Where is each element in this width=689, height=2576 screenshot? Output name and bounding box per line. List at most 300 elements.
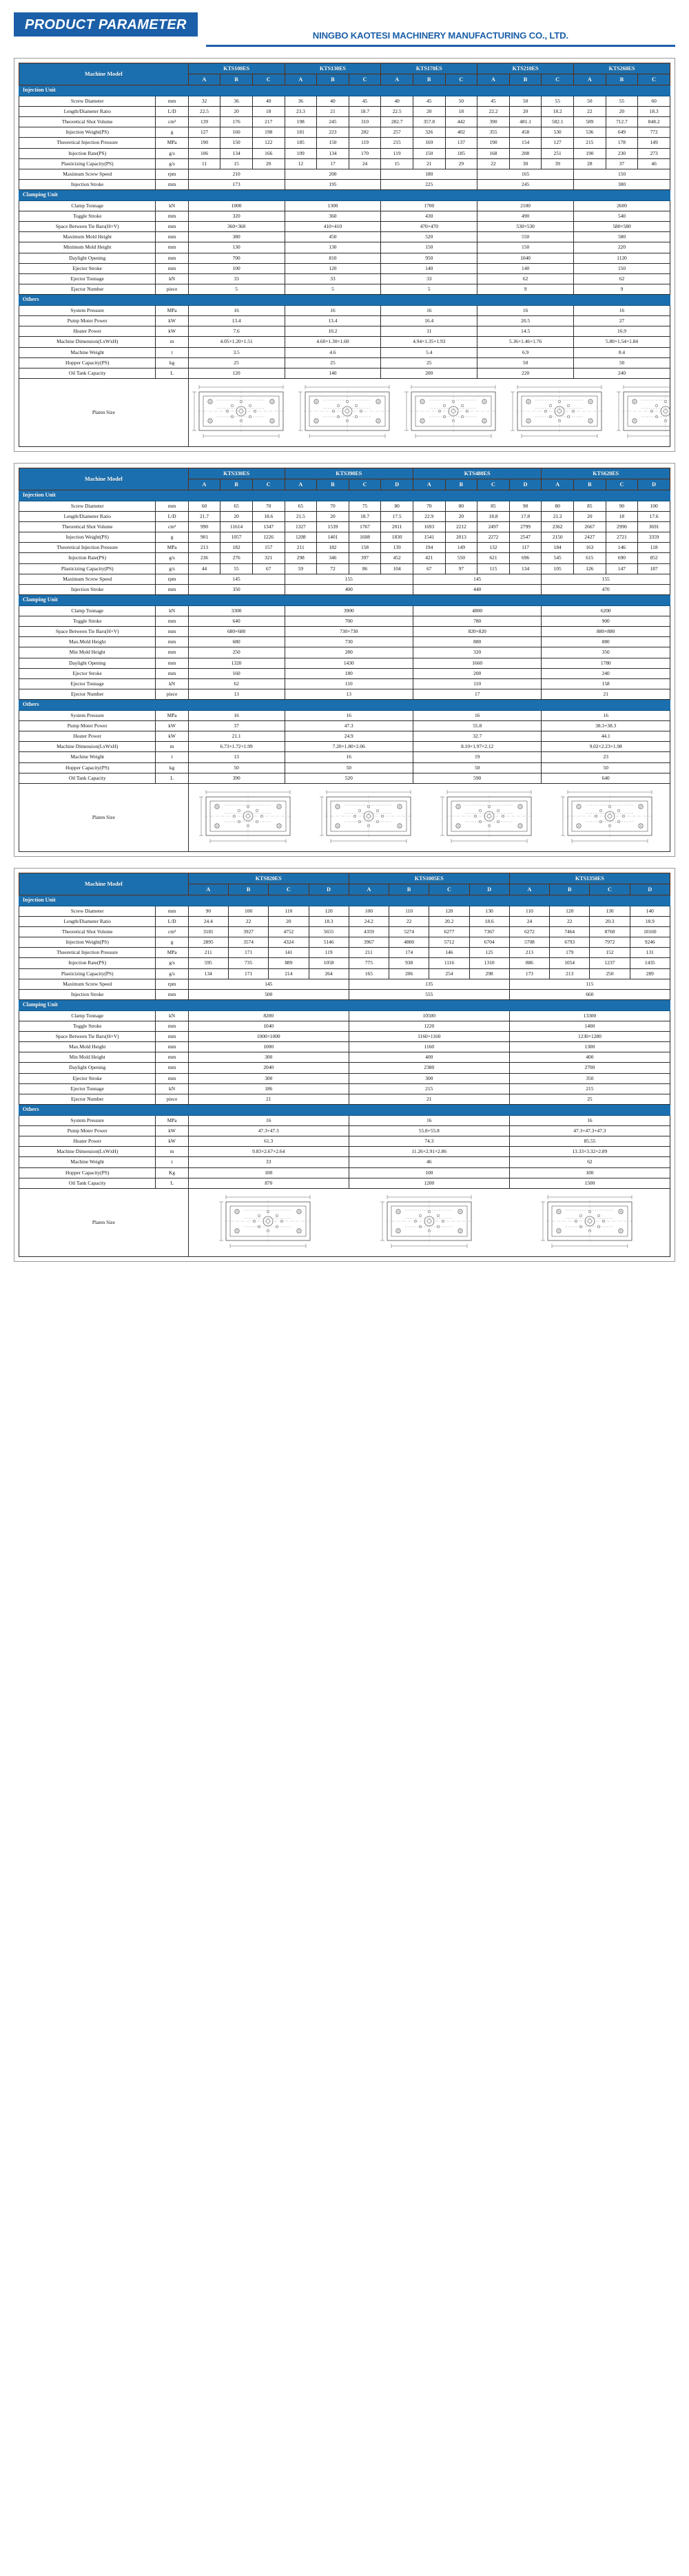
row-param-label: Ejector Tonnage bbox=[19, 273, 156, 284]
row-value: 2895 bbox=[188, 937, 228, 948]
row-value: 213 bbox=[188, 543, 220, 553]
platen-size-row bbox=[19, 1188, 670, 1256]
row-value: 2667 bbox=[574, 522, 606, 532]
platen-drawing bbox=[535, 1191, 645, 1254]
row-value-merged: 5 bbox=[381, 284, 477, 295]
row-param-label: Pump Moter Power bbox=[19, 316, 156, 326]
row-value: 621 bbox=[477, 553, 510, 563]
platen-size-label: Platen Size bbox=[19, 1188, 189, 1256]
row-value: 181 bbox=[285, 127, 317, 138]
row-value: 1693 bbox=[413, 522, 445, 532]
row-value-merged: 660 bbox=[509, 989, 670, 999]
row-value: 6793 bbox=[550, 937, 590, 948]
row-unit: L bbox=[156, 368, 188, 378]
row-value: 21.5 bbox=[285, 511, 317, 521]
table-row bbox=[19, 211, 670, 222]
table-row bbox=[19, 627, 670, 637]
variant-header-KTS170ES-A: A bbox=[381, 74, 413, 85]
row-value: 157 bbox=[252, 543, 285, 553]
row-value: 18 bbox=[606, 511, 638, 521]
row-value-merged: 220 bbox=[574, 242, 670, 253]
row-value: 110 bbox=[389, 906, 429, 916]
row-unit: Kg bbox=[156, 1167, 188, 1178]
variant-header-KTS100ES-A: A bbox=[188, 74, 220, 85]
model-header-KTS480ES: KTS480ES bbox=[413, 468, 541, 479]
table-row bbox=[19, 668, 670, 678]
row-value: 1208 bbox=[285, 532, 317, 543]
row-value: 2272 bbox=[477, 532, 510, 543]
row-value: 5274 bbox=[389, 926, 429, 937]
table-row bbox=[19, 605, 670, 616]
row-value: 211 bbox=[188, 948, 228, 958]
row-unit: kN bbox=[156, 678, 188, 689]
row-value-merged: 8200 bbox=[188, 1010, 349, 1021]
table-row bbox=[19, 117, 670, 127]
row-value: 2013 bbox=[445, 532, 477, 543]
row-value-merged: 400 bbox=[349, 1052, 509, 1063]
row-value-merged: 300 bbox=[188, 1052, 349, 1063]
row-value-merged: 10500 bbox=[349, 1010, 509, 1021]
row-value-merged: 173 bbox=[188, 179, 285, 189]
row-value: 45 bbox=[349, 96, 381, 106]
machine-model-header: Machine Model bbox=[19, 468, 189, 490]
row-value: 130 bbox=[590, 906, 630, 916]
row-value-merged: 1160 bbox=[349, 1042, 509, 1052]
table-row bbox=[19, 1063, 670, 1073]
row-value: 40 bbox=[317, 96, 349, 106]
row-unit: mm bbox=[156, 96, 188, 106]
row-value: 171 bbox=[228, 948, 268, 958]
row-value: 5146 bbox=[309, 937, 349, 948]
row-value: 147 bbox=[606, 563, 638, 574]
row-value: 458 bbox=[509, 127, 542, 138]
model-header-KTS260ES: KTS260ES bbox=[574, 63, 670, 74]
row-value-merged: 4.60×1.30×1.60 bbox=[285, 337, 381, 347]
row-value-merged: 350 bbox=[542, 647, 670, 658]
row-value: 97 bbox=[445, 563, 477, 574]
row-value: 30 bbox=[509, 158, 542, 169]
row-value: 18.7 bbox=[349, 511, 381, 521]
row-value-merged: 100 bbox=[349, 1167, 509, 1178]
row-unit: g/s bbox=[156, 158, 188, 169]
table-header-models bbox=[19, 63, 670, 74]
model-header-KTS210ES: KTS210ES bbox=[477, 63, 574, 74]
row-unit: mm bbox=[156, 616, 188, 626]
row-unit: g bbox=[156, 937, 188, 948]
row-value: 18.8 bbox=[477, 511, 510, 521]
row-value-merged: 520 bbox=[381, 232, 477, 242]
row-value: 2011 bbox=[381, 522, 413, 532]
section-label: Injection Unit bbox=[19, 490, 670, 501]
row-value-merged: 245 bbox=[477, 179, 574, 189]
row-value-merged: 25 bbox=[188, 357, 285, 368]
row-value: 198 bbox=[252, 127, 285, 138]
row-value: 20 bbox=[317, 511, 349, 521]
row-value-merged: 13.4 bbox=[285, 316, 381, 326]
row-value-merged: 350 bbox=[509, 1073, 670, 1083]
row-value-merged: 5 bbox=[285, 284, 381, 295]
row-value: 126 bbox=[574, 563, 606, 574]
row-value: 55 bbox=[606, 96, 638, 106]
row-value: 24.2 bbox=[349, 916, 389, 926]
row-value-merged: 47.3+47.3 bbox=[188, 1125, 349, 1136]
row-param-label: Toggle Stroke bbox=[19, 616, 156, 626]
row-value: 595 bbox=[188, 958, 228, 968]
variant-header-KTS130ES-A: A bbox=[285, 74, 317, 85]
row-value-merged: 380 bbox=[188, 232, 285, 242]
variant-header-KTS390ES-A: A bbox=[285, 479, 317, 490]
row-unit: kW bbox=[156, 721, 188, 731]
row-value: 168 bbox=[477, 148, 510, 158]
row-value: 32 bbox=[188, 96, 220, 106]
row-value-merged: 17 bbox=[413, 689, 541, 699]
row-param-label: Minimum Mold Height bbox=[19, 242, 156, 253]
row-param-label: Theoretical Injection Pressure bbox=[19, 138, 156, 148]
row-value: 75 bbox=[349, 501, 381, 511]
row-value-merged: 1200 bbox=[349, 1178, 509, 1188]
row-value: 146 bbox=[606, 543, 638, 553]
section-label: Others bbox=[19, 1105, 670, 1116]
row-unit: mm bbox=[156, 501, 188, 511]
row-value: 1058 bbox=[309, 958, 349, 968]
table-3 bbox=[19, 873, 670, 1257]
variant-header-KTS820ES-C: C bbox=[269, 884, 309, 895]
row-value: 213 bbox=[509, 948, 549, 958]
row-value: 65 bbox=[285, 501, 317, 511]
row-unit: cm³ bbox=[156, 117, 188, 127]
platen-drawing bbox=[213, 1191, 323, 1254]
row-param-label: Ejector Stroke bbox=[19, 263, 156, 273]
row-value: 421 bbox=[413, 553, 445, 563]
row-value-merged: 240 bbox=[542, 668, 670, 678]
row-value: 198 bbox=[285, 117, 317, 127]
table-row bbox=[19, 553, 670, 563]
row-value: 712.7 bbox=[606, 117, 638, 127]
row-value: 67 bbox=[413, 563, 445, 574]
variant-header-KTS1350ES-C: C bbox=[590, 884, 630, 895]
row-value-merged: 400 bbox=[285, 584, 413, 594]
row-value-merged: 320 bbox=[188, 211, 285, 222]
row-value: 40 bbox=[381, 96, 413, 106]
row-value-merged: 24.9 bbox=[285, 731, 413, 742]
row-value: 402 bbox=[445, 127, 477, 138]
table-row bbox=[19, 127, 670, 138]
table-header-models bbox=[19, 873, 670, 884]
row-value: 17.5 bbox=[381, 511, 413, 521]
row-param-label: Heater Power bbox=[19, 326, 156, 337]
row-value-merged: 300 bbox=[349, 1073, 509, 1083]
row-value-merged: 880 bbox=[542, 637, 670, 647]
row-value-merged: 700 bbox=[285, 616, 413, 626]
model-header-KTS820ES: KTS820ES bbox=[188, 873, 349, 884]
row-param-label: Theoretical Shot Volume bbox=[19, 522, 156, 532]
row-param-label: Ejector Number bbox=[19, 284, 156, 295]
table-row bbox=[19, 1083, 670, 1094]
row-value-merged: 780 bbox=[413, 616, 541, 626]
row-value-merged: 430 bbox=[381, 211, 477, 222]
row-value: 37 bbox=[606, 158, 638, 169]
table-row bbox=[19, 1032, 670, 1042]
row-value: 24 bbox=[349, 158, 381, 169]
row-unit: MPa bbox=[156, 948, 188, 958]
row-unit: MPa bbox=[156, 710, 188, 720]
row-value-merged: 555 bbox=[349, 989, 509, 999]
row-param-label: Plasticizing Capacity(PS) bbox=[19, 158, 156, 169]
row-value: 772 bbox=[638, 127, 670, 138]
row-value-merged: 900 bbox=[542, 616, 670, 626]
row-value: 134 bbox=[188, 968, 228, 979]
row-value: 3359 bbox=[638, 532, 670, 543]
row-value-merged: 14.5 bbox=[477, 326, 574, 337]
row-value: 2362 bbox=[542, 522, 574, 532]
row-unit: kN bbox=[156, 1010, 188, 1021]
table-row bbox=[19, 906, 670, 916]
row-value: 149 bbox=[445, 543, 477, 553]
row-param-label: Length/Diameter Ratio bbox=[19, 916, 156, 926]
row-value: 901 bbox=[188, 532, 220, 543]
row-value-merged: 50 bbox=[188, 762, 285, 773]
row-value: 134 bbox=[317, 148, 349, 158]
platen-drawing bbox=[614, 381, 670, 444]
row-param-label: Injection Weight(PS) bbox=[19, 532, 156, 543]
row-value: 6272 bbox=[509, 926, 549, 937]
platen-drawing bbox=[508, 381, 611, 444]
row-value-merged: 2040 bbox=[188, 1063, 349, 1073]
row-value: 8760 bbox=[590, 926, 630, 937]
table-row bbox=[19, 368, 670, 378]
row-value-merged: 6200 bbox=[542, 605, 670, 616]
table-row bbox=[19, 1147, 670, 1157]
row-param-label: System Pressure bbox=[19, 1115, 156, 1125]
row-value: 397 bbox=[349, 553, 381, 563]
row-value: 120 bbox=[550, 906, 590, 916]
row-unit: kW bbox=[156, 326, 188, 337]
row-value: 179 bbox=[550, 948, 590, 958]
row-value-merged: 250 bbox=[188, 647, 285, 658]
row-value-merged: 1400 bbox=[509, 1021, 670, 1031]
row-value: 1608 bbox=[349, 532, 381, 543]
row-value-merged: 13300 bbox=[509, 1010, 670, 1021]
row-value: 282.7 bbox=[381, 117, 413, 127]
section-header-injection-unit bbox=[19, 490, 670, 501]
row-value-merged: 19 bbox=[413, 752, 541, 762]
row-param-label: Max.Mold Height bbox=[19, 1042, 156, 1052]
row-param-label: Plasticizing Capacity(PS) bbox=[19, 563, 156, 574]
row-value: 298 bbox=[469, 968, 509, 979]
row-unit: cm³ bbox=[156, 522, 188, 532]
row-value-merged: 195 bbox=[285, 179, 381, 189]
row-value: 5708 bbox=[509, 937, 549, 948]
row-value: 18.7 bbox=[349, 106, 381, 116]
row-value: 22 bbox=[228, 916, 268, 926]
row-value-merged: 120 bbox=[188, 368, 285, 378]
row-value: 150 bbox=[413, 148, 445, 158]
row-value-merged: 200 bbox=[285, 169, 381, 179]
row-value-merged: 200 bbox=[413, 668, 541, 678]
row-param-label: Screw Diameter bbox=[19, 501, 156, 511]
row-value-merged: 4.05×1.20×1.51 bbox=[188, 337, 285, 347]
row-value-merged: 200 bbox=[381, 368, 477, 378]
table-row bbox=[19, 305, 670, 315]
row-value-merged: 240 bbox=[574, 368, 670, 378]
table-row bbox=[19, 148, 670, 158]
platen-drawings-cell bbox=[188, 783, 670, 851]
row-param-label: Hopper Capacity(PS) bbox=[19, 762, 156, 773]
row-value-merged: 700 bbox=[188, 253, 285, 263]
row-value: 390 bbox=[477, 117, 510, 127]
row-value-merged: 50 bbox=[477, 357, 574, 368]
row-value: 185 bbox=[285, 138, 317, 148]
table-row bbox=[19, 689, 670, 699]
variant-header-KTS260ES-B: B bbox=[606, 74, 638, 85]
row-value-merged: 16 bbox=[285, 752, 413, 762]
row-value-merged: 590 bbox=[413, 773, 541, 783]
row-value-merged: 6.73×1.72×1.99 bbox=[188, 742, 285, 752]
row-value-merged: 16 bbox=[574, 305, 670, 315]
row-param-label: Injection Weight(PS) bbox=[19, 937, 156, 948]
row-value: 22.5 bbox=[188, 106, 220, 116]
row-value-merged: 140 bbox=[381, 263, 477, 273]
model-header-KTS620ES: KTS620ES bbox=[542, 468, 670, 479]
row-value: 55 bbox=[220, 563, 253, 574]
row-value-merged: 210 bbox=[188, 169, 285, 179]
row-unit: kN bbox=[156, 605, 188, 616]
row-value: 1401 bbox=[317, 532, 349, 543]
row-unit: g bbox=[156, 532, 188, 543]
row-value: 536 bbox=[574, 127, 606, 138]
row-value: 4359 bbox=[349, 926, 389, 937]
row-unit: kg bbox=[156, 357, 188, 368]
row-value-merged: 9 bbox=[574, 284, 670, 295]
row-value: 848.2 bbox=[638, 117, 670, 127]
table-row bbox=[19, 316, 670, 326]
row-value-merged: 55.8 bbox=[413, 721, 541, 731]
platen-drawing bbox=[374, 1191, 484, 1254]
table-row bbox=[19, 616, 670, 626]
row-param-label: Clamp Tonnage bbox=[19, 605, 156, 616]
row-value-merged: 21.1 bbox=[188, 731, 285, 742]
variant-header-KTS390ES-B: B bbox=[317, 479, 349, 490]
row-value: 264 bbox=[309, 968, 349, 979]
row-value: 117 bbox=[509, 543, 542, 553]
row-unit: mm bbox=[156, 232, 188, 242]
table-row bbox=[19, 1157, 670, 1167]
table-row bbox=[19, 752, 670, 762]
table-row bbox=[19, 762, 670, 773]
row-value-merged: 150 bbox=[574, 169, 670, 179]
row-value-merged: 730×730 bbox=[285, 627, 413, 637]
row-value: 12 bbox=[285, 158, 317, 169]
row-param-label: Machine Weight bbox=[19, 347, 156, 357]
row-value-merged: 540 bbox=[574, 211, 670, 222]
row-param-label: Injection Stroke bbox=[19, 989, 156, 999]
table-row bbox=[19, 979, 670, 989]
row-unit: kW bbox=[156, 1136, 188, 1147]
row-param-label: Ejector Tonnage bbox=[19, 1083, 156, 1094]
row-value-merged: 820×820 bbox=[413, 627, 541, 637]
row-value-merged: 20.5 bbox=[477, 316, 574, 326]
variant-header-KTS480ES-C: C bbox=[477, 479, 510, 490]
row-param-label: Hopper Capacity(PS) bbox=[19, 1167, 156, 1178]
row-value: 211 bbox=[285, 543, 317, 553]
row-param-label: Min Mold Height bbox=[19, 647, 156, 658]
row-value-merged: 680×680 bbox=[188, 627, 285, 637]
table-row bbox=[19, 1136, 670, 1147]
row-value: 65 bbox=[220, 501, 253, 511]
table-row bbox=[19, 347, 670, 357]
row-param-label: Injection Stroke bbox=[19, 179, 156, 189]
row-value-merged: 520 bbox=[285, 773, 413, 783]
row-value-merged: 1000×1000 bbox=[188, 1032, 349, 1042]
row-value: 169 bbox=[413, 138, 445, 148]
row-param-label: Injection Rate(PS) bbox=[19, 958, 156, 968]
row-value-merged: 44.1 bbox=[542, 731, 670, 742]
row-unit: mm bbox=[156, 253, 188, 263]
row-param-label: Min Mold Height bbox=[19, 1052, 156, 1063]
row-value-merged: 150 bbox=[477, 242, 574, 253]
row-value-merged: 470 bbox=[542, 584, 670, 594]
row-value-merged: 1040 bbox=[188, 1021, 349, 1031]
row-value: 134 bbox=[509, 563, 542, 574]
row-value-merged: 730 bbox=[285, 637, 413, 647]
row-unit: mm bbox=[156, 647, 188, 658]
row-value: 170 bbox=[349, 148, 381, 158]
row-value: 85 bbox=[574, 501, 606, 511]
row-value: 139 bbox=[381, 543, 413, 553]
row-value: 20.2 bbox=[429, 916, 469, 926]
row-param-label: Maximum Screw Speed bbox=[19, 574, 156, 584]
table-row bbox=[19, 637, 670, 647]
table-row bbox=[19, 337, 670, 347]
row-value: 59 bbox=[285, 563, 317, 574]
row-value: 215 bbox=[574, 138, 606, 148]
row-value: 251 bbox=[542, 148, 574, 158]
row-value-merged: 33 bbox=[285, 273, 381, 284]
section-label: Injection Unit bbox=[19, 895, 670, 906]
model-header-KTS100ES: KTS100ES bbox=[188, 63, 285, 74]
row-value: 1237 bbox=[590, 958, 630, 968]
row-value-merged: 16 bbox=[349, 1115, 509, 1125]
row-value-merged: 810 bbox=[285, 253, 381, 263]
spec-table-block bbox=[14, 463, 675, 857]
row-value: 190 bbox=[574, 148, 606, 158]
variant-header-KTS620ES-B: B bbox=[574, 479, 606, 490]
spec-table-block bbox=[14, 868, 675, 1262]
row-param-label: Screw Diameter bbox=[19, 906, 156, 916]
spec-table-block bbox=[14, 58, 675, 452]
row-value: 357.8 bbox=[413, 117, 445, 127]
row-value: 2721 bbox=[606, 532, 638, 543]
row-value-merged: 140 bbox=[285, 368, 381, 378]
section-header-others bbox=[19, 700, 670, 711]
row-value-merged: 640 bbox=[188, 616, 285, 626]
row-value: 1057 bbox=[220, 532, 253, 543]
row-unit: rpm bbox=[156, 574, 188, 584]
row-value: 1310 bbox=[469, 958, 509, 968]
table-row bbox=[19, 773, 670, 783]
section-header-injection-unit bbox=[19, 85, 670, 96]
row-value: 852 bbox=[638, 553, 670, 563]
row-value: 589 bbox=[574, 117, 606, 127]
row-value: 550 bbox=[445, 553, 477, 563]
row-value-merged: 300 bbox=[188, 1073, 349, 1083]
row-value: 106 bbox=[188, 148, 220, 158]
variant-header-KTS620ES-C: C bbox=[606, 479, 638, 490]
row-value-merged: 6.9 bbox=[477, 347, 574, 357]
row-value-merged: 21 bbox=[542, 689, 670, 699]
row-value-merged: 55.8+55.8 bbox=[349, 1125, 509, 1136]
row-value: 245 bbox=[317, 117, 349, 127]
